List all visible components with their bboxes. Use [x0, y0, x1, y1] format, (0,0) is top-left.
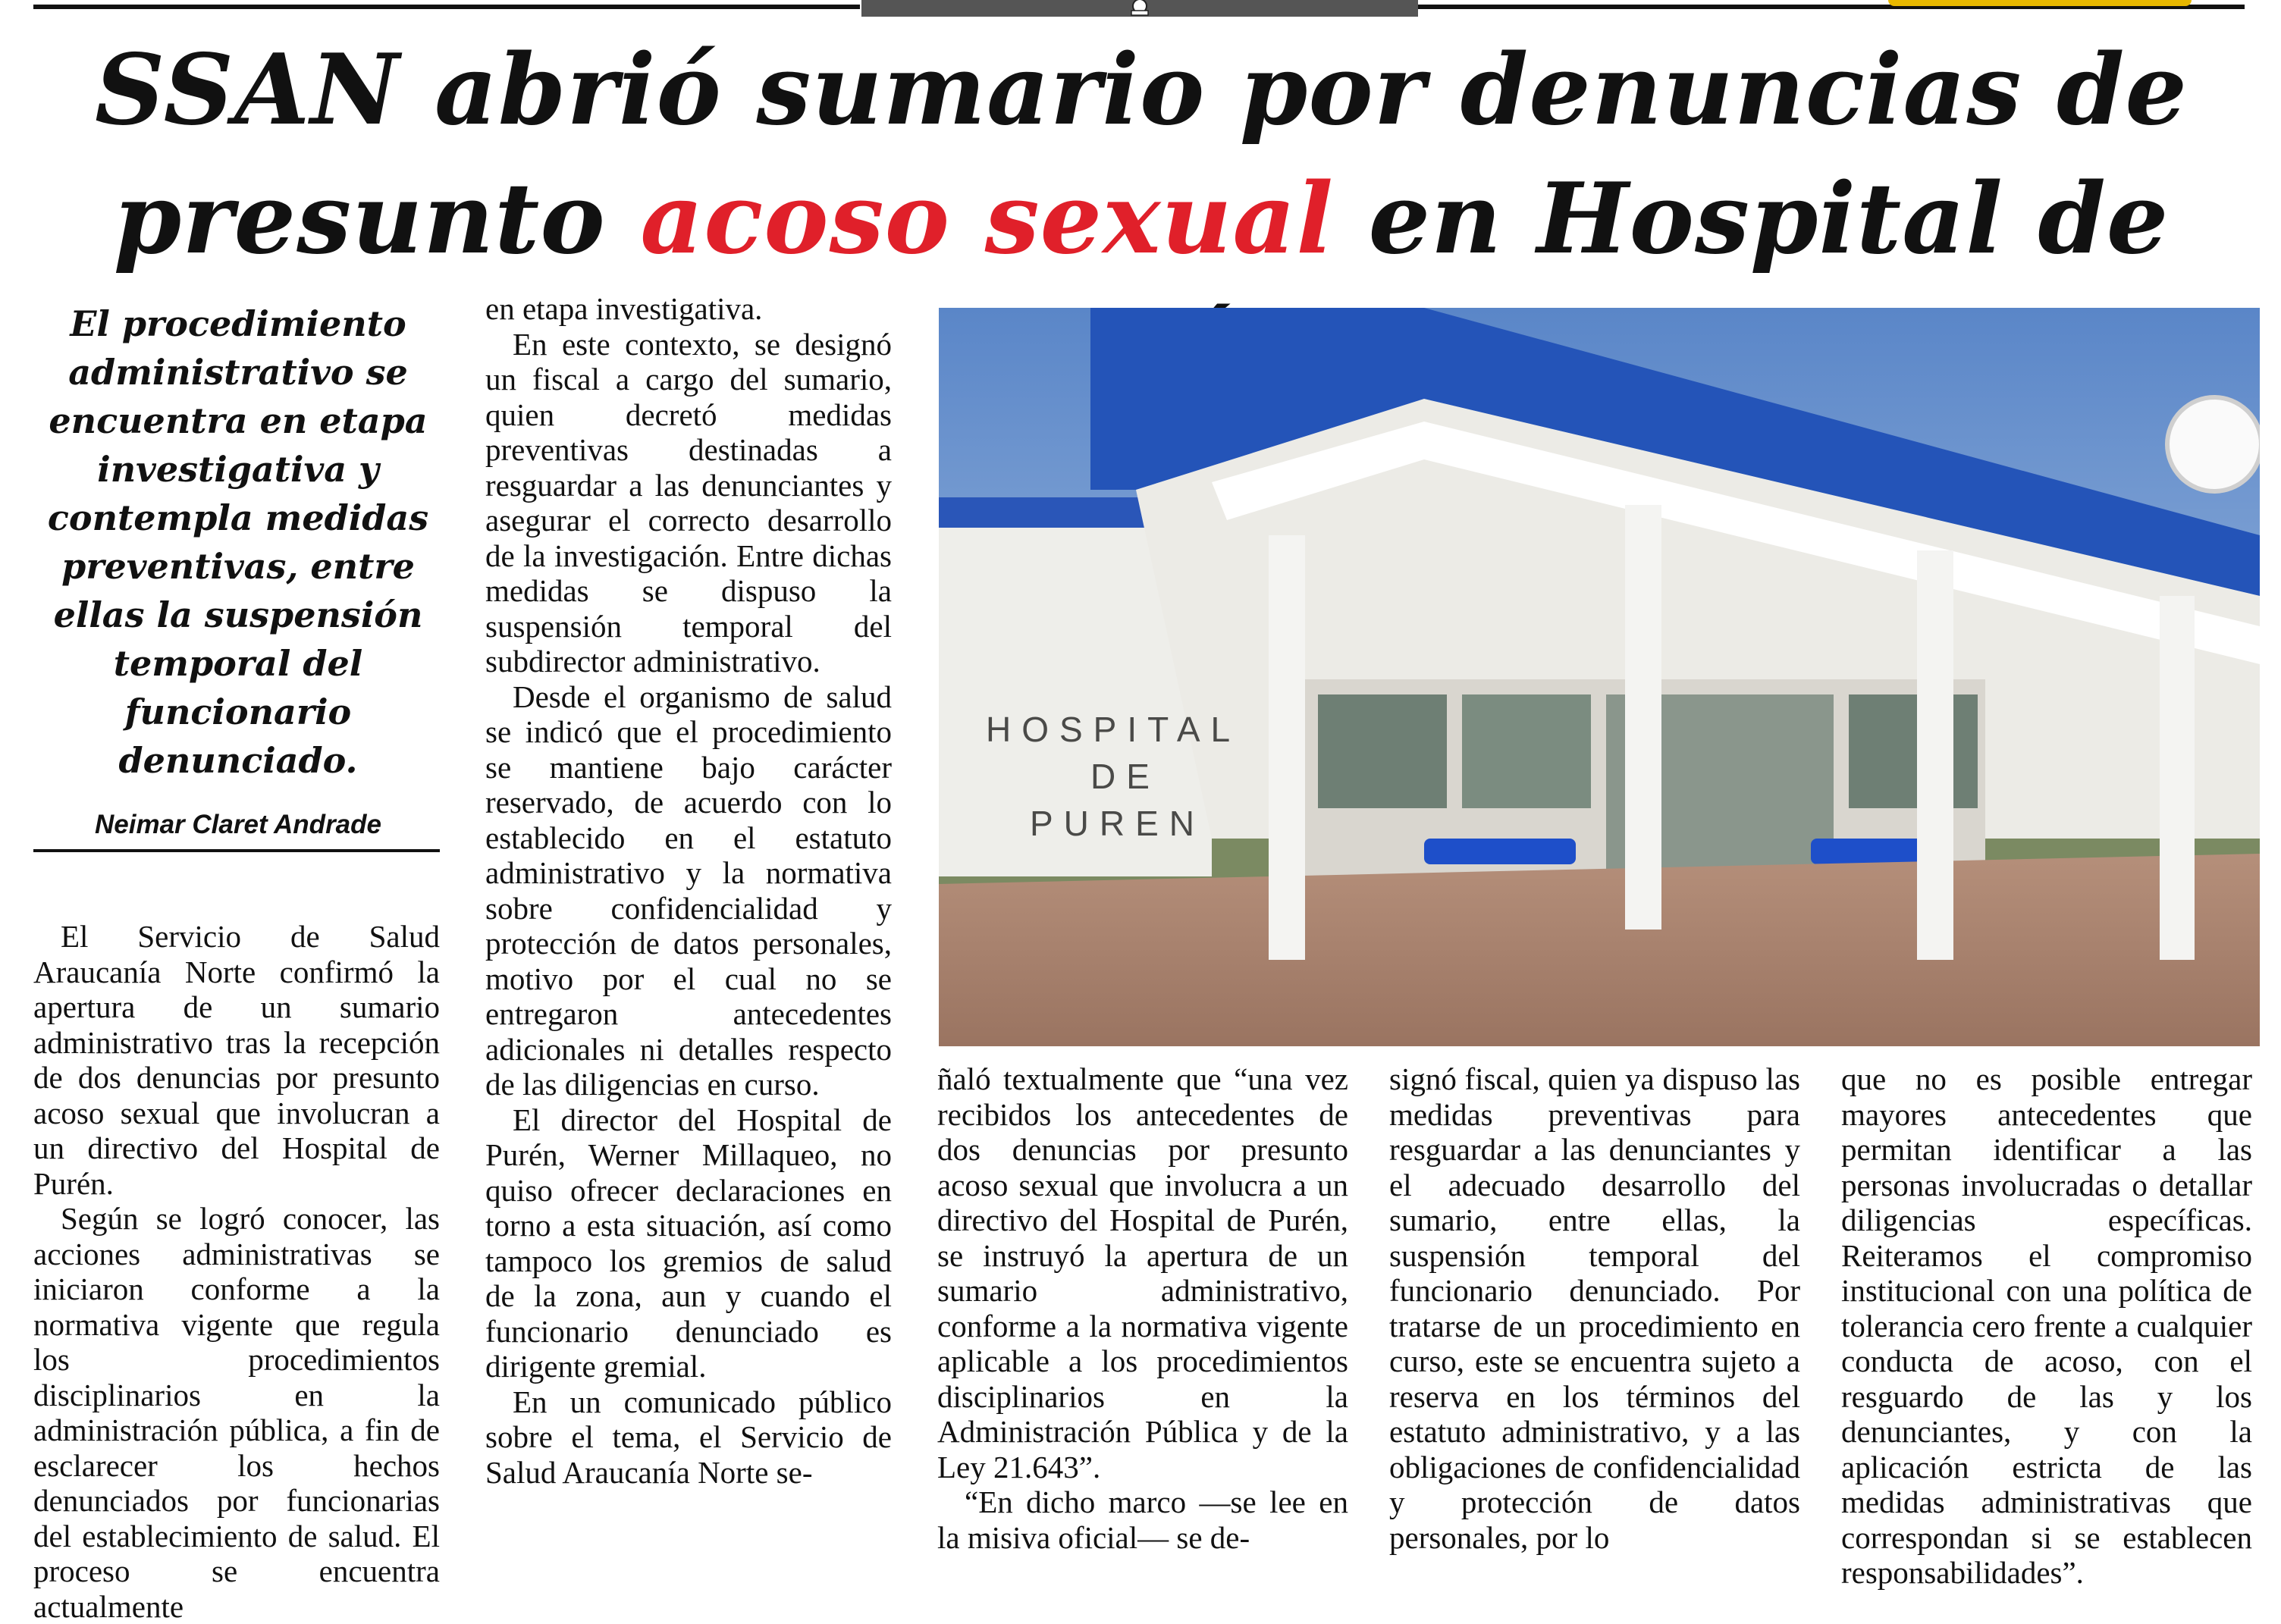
- article-column-3: [937, 1061, 1348, 1555]
- paragraph: signó fiscal, quien ya dispuso las medidas preventivas para resguardar a las denunciantes y el adecuado desarrollo del sumario, entre ellas, la suspensión temporal del funcionario denunciado. Por tratarse de un procedimiento en curso, este se encuentra sujeto a reserva en los términos del estatuto administrativo, y a las obligaciones de confidencialidad y protección de datos personales, por lo: [1389, 1061, 1800, 1555]
- headline-line2-after: en Hospital de: [1368, 162, 2170, 276]
- byline: Neimar Claret Andrade: [95, 810, 381, 839]
- article-column-1: [33, 919, 440, 1624]
- photo-sign-hospital: HOSPITAL: [986, 710, 1241, 749]
- paragraph: El director del Hospital de Purén, Werner Millaqueo, no quiso ofrecer declaraciones en torno a esta situación, así como tampoco los gremios de salud de la zona, aun y cuando el funcionario denunciado es dirigente gremial.: [485, 1102, 892, 1384]
- headline-line1: SSAN abrió sumario por denuncias de: [95, 33, 2188, 147]
- emblem-icon: [1122, 0, 1157, 17]
- article-column-4: [1389, 1061, 1800, 1555]
- paragraph: Desde el organismo de salud se indicó que el procedimiento se mantiene bajo carácter reservado, de acuerdo con lo establecido en el estatuto administrativo y la normativa sobre confidencialidad y protección de datos personales, motivo por el cual no se entregaron antecedentes adicionales ni detalles respecto de las diligencias en curso.: [485, 679, 892, 1102]
- paragraph: ñaló textualmente que “una vez recibidos los antecedentes de dos denuncias por presunto acoso sexual que involucra a un directivo del Hospital de Purén, se instruyó la apertura de un sumario administrativo, conforme a la normativa vigente aplicable a los procedimientos disciplinarios en la Administración Pública y de la Ley 21.643”.: [937, 1061, 1348, 1484]
- top-rule-left: [33, 5, 860, 9]
- paragraph: En un comunicado público sobre el tema, el Servicio de Salud Araucanía Norte se-: [485, 1384, 892, 1490]
- paragraph: que no es posible entregar mayores antecedentes que permitan identificar a las personas involucradas o detallar diligencias específicas. Reiteramos el compromiso institucional con una política de tolerancia cero frente a cualquier conducta de acoso, con el resguardo de las y los denunciantes, y con la aplicación estricta de las medidas administrativas que correspondan si se establecen responsabilidades”.: [1841, 1061, 2252, 1590]
- article-column-2: [485, 291, 892, 1490]
- article-column-5: [1841, 1061, 2252, 1591]
- paragraph: El Servicio de Salud Araucanía Norte confirmó la apertura de un sumario administrativo tras la recepción de dos denuncias por presunto acoso sexual que involucran a un directivo del Hospital de Purén.: [33, 919, 440, 1201]
- lead-summary: El procedimiento administrativo se encuentra en etapa investigativa y contempla medidas preventivas, entre ellas la suspensión temporal del funcionario denunciado.: [47, 303, 429, 781]
- hospital-photo: [939, 308, 2260, 1046]
- headline-line2-before: presunto: [113, 162, 641, 276]
- paragraph: En este contexto, se designó un fiscal a cargo del sumario, quien decretó medidas preventivas destinadas a resguardar a las denunciantes y asegurar el correcto desarrollo de la investigación. Entre dichas medidas se dispuso la suspensión temporal del subdirector administrativo.: [485, 326, 892, 679]
- photo-sign-de: DE: [1090, 757, 1160, 796]
- headline-highlight: acoso sexual: [640, 162, 1334, 276]
- paragraph: “En dicho marco —se lee en la misiva oficial— se de-: [937, 1484, 1348, 1555]
- section-tab: [1888, 0, 2192, 6]
- paragraph: en etapa investigativa.: [485, 291, 763, 326]
- byline-rule: [33, 849, 440, 852]
- paragraph: Según se logró conocer, las acciones administrativas se iniciaron conforme a la normativa vigente que regula los procedimientos disciplinarios en la administración pública, a fin de esclarecer los hechos denunciados por funcionarias del establecimiento de salud. El proceso se encuentra actualmente: [33, 1201, 440, 1624]
- photo-sign-puren: PUREN: [1030, 804, 1206, 843]
